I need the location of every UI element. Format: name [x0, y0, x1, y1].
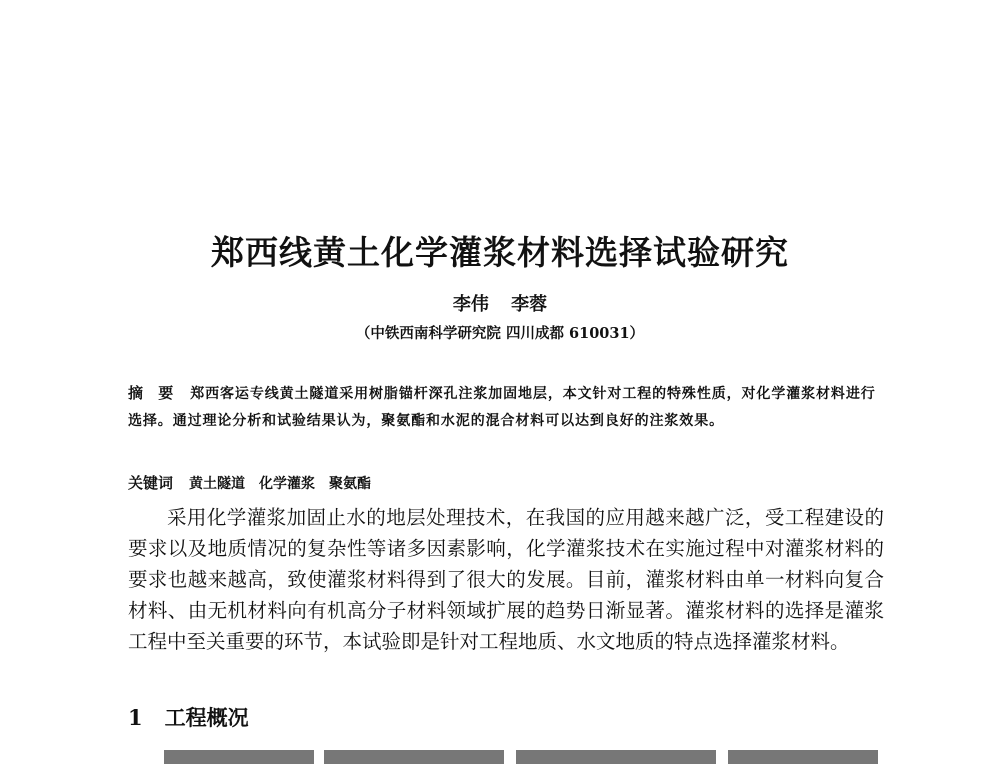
keyword-item: 聚氨酯 — [329, 476, 372, 492]
affiliation: （中铁西南科学研究院 四川成都 610031） — [355, 325, 645, 342]
abstract-label: 摘 要 — [128, 384, 179, 402]
section-heading — [128, 702, 249, 732]
keyword-item: 化学灌浆 — [259, 476, 316, 492]
paper-title: 郑西线黄土化学灌浆材料选择试验研究 — [211, 233, 789, 273]
keyword-item: 黄土隧道 — [189, 476, 246, 492]
keywords — [128, 471, 886, 496]
section-title: 工程概况 — [164, 705, 249, 730]
abstract-text: 郑西客运专线黄土隧道采用树脂锚杆深孔注浆加固地层，本文针对工程的特殊性质，对化学灌浆材料进行选择。通过理论分析和试验结果认为，聚氨酯和水泥的混合材料可以达到良好的注浆效果。 — [128, 386, 876, 429]
intro-paragraph: 采用化学灌浆加固止水的地层处理技术，在我国的应用越来越广泛，受工程建设的要求以及地质情况的复杂性等诸多因素影响，化学灌浆技术在实施过程中对灌浆材料的要求也越来越高，致使灌浆材料得到了很大的发展。目前，灌浆材料由单一材料向复合材料、由无机材料向有机高分子材料领域扩展的趋势日渐显著。灌浆材料的选择是灌浆工程中至关重要的环节，本试验即是针对工程地质、水文地质的特点选择灌浆材料。 — [128, 506, 884, 653]
section-number: 1 — [128, 705, 143, 730]
authors: 李伟 李蓉 — [452, 294, 548, 315]
keywords-label: 关键词 — [128, 474, 174, 492]
abstract — [128, 380, 886, 435]
cutoff-text-line — [128, 744, 884, 774]
